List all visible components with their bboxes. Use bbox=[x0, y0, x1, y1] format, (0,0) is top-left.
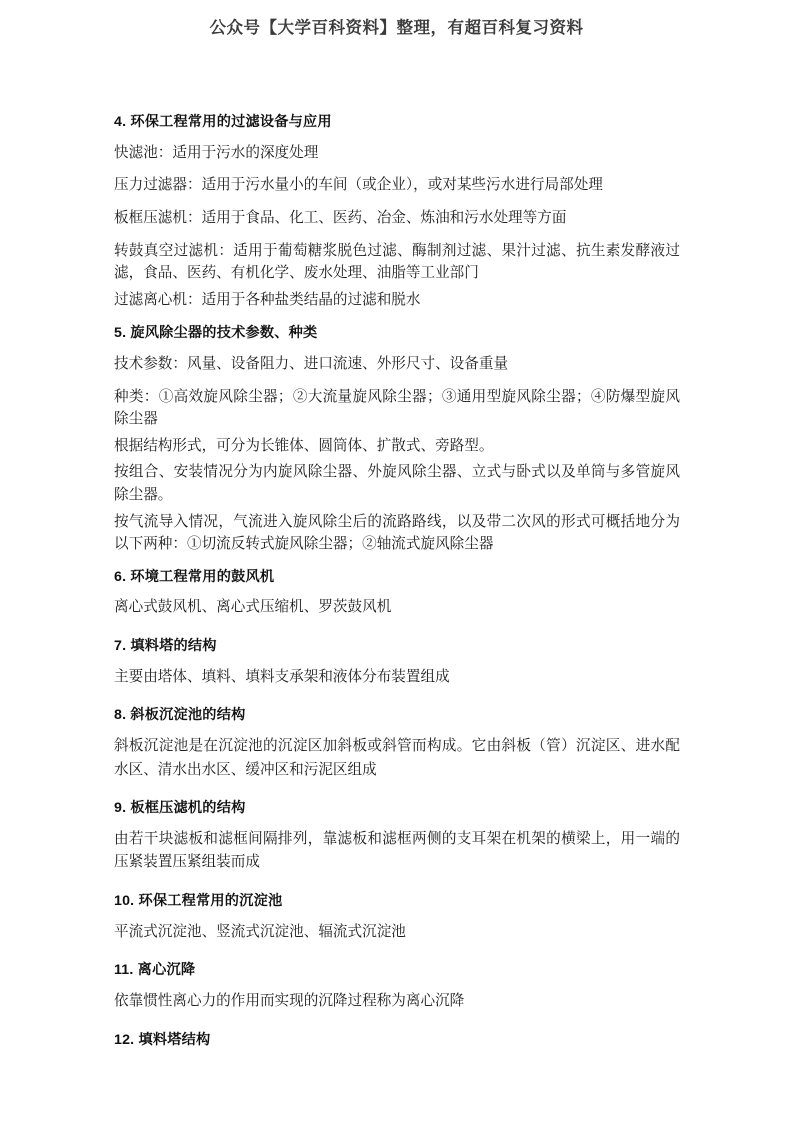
section-heading: 4. 环保工程常用的过滤设备与应用 bbox=[114, 114, 332, 130]
paragraph: 离心式鼓风机、离心式压缩机、罗茨鼓风机 bbox=[114, 599, 392, 616]
section-12 bbox=[114, 1030, 680, 1051]
section-heading: 8. 斜板沉淀池的结构 bbox=[114, 707, 246, 724]
section-4 bbox=[114, 112, 680, 312]
section-heading: 12. 填料塔结构 bbox=[114, 1031, 211, 1048]
section-10 bbox=[114, 891, 680, 944]
section-6 bbox=[114, 567, 680, 620]
watermark-text: 公众号【大学百科资料】整理，有超百科复习资料 bbox=[209, 19, 584, 37]
section-heading: 9. 板框压滤机的结构 bbox=[114, 800, 246, 817]
paragraph: 技术参数：风量、设备阻力、进口流速、外形尺寸、设备重量 bbox=[114, 355, 509, 372]
section-11 bbox=[114, 960, 680, 1013]
paragraph: 按组合、安装情况分为内旋风除尘器、外旋风除尘器、立式与卧式以及单筒与多管旋风除尘器。 bbox=[114, 464, 680, 504]
section-7 bbox=[114, 636, 680, 689]
document-body bbox=[114, 112, 680, 1061]
section-9 bbox=[114, 798, 680, 875]
section-heading: 6. 环境工程常用的鼓风机 bbox=[114, 568, 275, 585]
paragraph: 种类：①高效旋风除尘器；②大流量旋风除尘器；③通用型旋风除尘器；④防爆型旋风除尘器 bbox=[114, 388, 680, 428]
paragraph: 由若干块滤板和滤框间隔排列，靠滤板和滤框两侧的支耳架在机架的横梁上，用一端的压紧装置压紧组装而成 bbox=[114, 830, 680, 871]
section-heading: 5. 旋风除尘器的技术参数、种类 bbox=[114, 325, 318, 342]
paragraph: 按气流导入情况，气流进入旋风除尘后的流路路线，以及带二次风的形式可概括地分为以下两种：①切流反转式旋风除尘器；②轴流式旋风除尘器 bbox=[114, 513, 680, 553]
paragraph: 转鼓真空过滤机：适用于葡萄糖浆脱色过滤、酶制剂过滤、果汁过滤、抗生素发酵液过滤，食品、医药、有机化学、废水处理、油脂等工业部门 bbox=[114, 242, 680, 282]
paragraph: 斜板沉淀池是在沉淀池的沉淀区加斜板或斜管而构成。它由斜板（管）沉淀区、进水配水区、清水出水区、缓冲区和污泥区组成 bbox=[114, 737, 680, 778]
paragraph: 主要由塔体、填料、填料支承架和液体分布装置组成 bbox=[114, 668, 450, 685]
section-5 bbox=[114, 323, 680, 556]
paragraph: 压力过滤器：适用于污水量小的车间（或企业），或对某些污水进行局部处理 bbox=[114, 177, 603, 194]
section-heading: 11. 离心沉降 bbox=[114, 962, 196, 979]
paragraph: 过滤离心机：适用于各种盐类结晶的过滤和脱水 bbox=[114, 291, 421, 308]
paragraph: 平流式沉淀池、竖流式沉淀池、辐流式沉淀池 bbox=[114, 923, 406, 940]
section-heading: 10. 环保工程常用的沉淀池 bbox=[114, 893, 283, 910]
paragraph: 板框压滤机：适用于食品、化工、医药、冶金、炼油和污水处理等方面 bbox=[114, 209, 567, 226]
section-8 bbox=[114, 705, 680, 782]
paragraph: 快滤池：适用于污水的深度处理 bbox=[114, 144, 319, 161]
section-heading: 7. 填料塔的结构 bbox=[114, 638, 217, 655]
paragraph: 依靠惯性离心力的作用而实现的沉降过程称为离心沉降 bbox=[114, 992, 465, 1009]
paragraph: 根据结构形式，可分为长锥体、圆筒体、扩散式、旁路型。 bbox=[114, 437, 494, 454]
